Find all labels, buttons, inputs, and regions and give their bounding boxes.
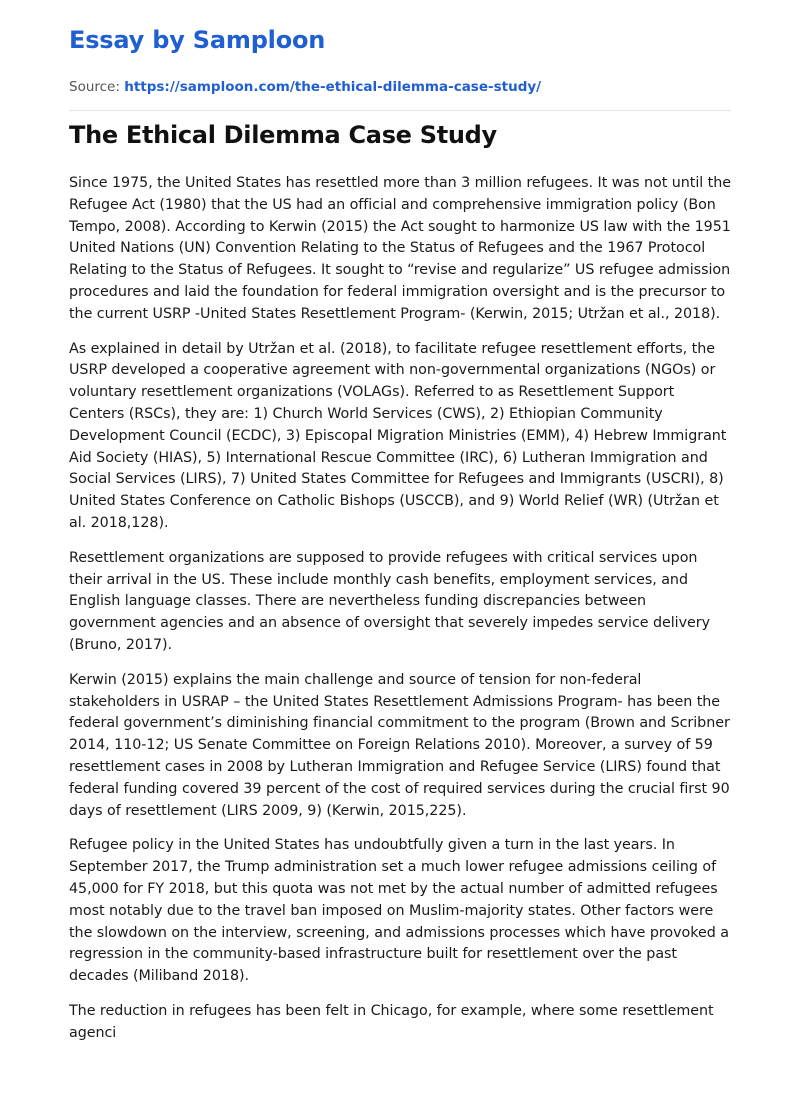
site-brand: Essay by Samploon xyxy=(69,26,326,54)
paragraph: Refugee policy in the United States has undoubtfully given a turn in the last years. In September 2017, the Trump administration set a much lower refugee admissions ceiling of 45,000 for FY 2018, but this quota was not met by the actual number of admitted refugees most notably due to the travel ban imposed on Muslim-majority states. Other factors were the slowdown on the interview, screening, and admissions processes which have provoked a regression in the community-based infrastructure built for resettlement over the past decades (Miliband 2018). xyxy=(69,837,729,985)
paragraph: The reduction in refugees has been felt in Chicago, for example, where some resettlement agenci xyxy=(69,1002,714,1041)
paragraph: As explained in detail by Utržan et al. (2018), to facilitate refugee resettlement efforts, the USRP developed a cooperative agreement with non-governmental organizations (NGOs) or voluntary resettlement organizations (VOLAGs). Referred to as Resettlement Support Centers (RSCs), they are: 1) Church World Services (CWS), 2) Ethiopian Community Development Council (ECDC), 3) Episcopal Migration Ministries (EMM), 4) Hebrew Immigrant Aid Society (HIAS), 5) International Rescue Committee (IRC), 6) Lutheran Immigration and Social Services (LIRS), 7) United States Committee for Refugees and Immigrants (USCRI), 8) United States Conference on Catholic Bishops (USCCB), and 9) World Relief (WR) (Utržan et al. 2018,128). xyxy=(69,340,727,531)
source-label: Source: xyxy=(69,79,120,95)
paragraph: Kerwin (2015) explains the main challenge and source of tension for non-federal stakeholders in USRAP – the United States Resettlement Admissions Program- has been the federal government’s diminishing financial commitment to the program (Brown and Scribner 2014, 110-12; US Senate Committee on Foreign Relations 2010). Moreover, a survey of 59 resettlement cases in 2008 by Lutheran Immigration and Refugee Service (LIRS) found that federal funding covered 39 percent of the cost of required services during the crucial first 90 days of resettlement (LIRS 2009, 9) (Kerwin, 2015,225). xyxy=(69,671,730,819)
header-divider xyxy=(69,110,731,111)
article-body xyxy=(69,173,731,1057)
paragraph: Since 1975, the United States has resettled more than 3 million refugees. It was not until the Refugee Act (1980) that the US had an official and comprehensive immigration policy (Bon Tempo, 2008). According to Kerwin (2015) the Act sought to harmonize US law with the 1951 United Nations (UN) Convention Relating to the Status of Refugees and the 1967 Protocol Relating to the Status of Refugees. It sought to “revise and regularize” US refugee admission procedures and laid the foundation for federal immigration oversight and is the precursor to the current USRP -United States Resettlement Program- (Kerwin, 2015; Utržan et al., 2018). xyxy=(69,175,731,322)
article-title: The Ethical Dilemma Case Study xyxy=(69,121,497,149)
source-line xyxy=(69,79,541,95)
paragraph: Resettlement organizations are supposed to provide refugees with critical services upon their arrival in the US. These include monthly cash benefits, employment services, and English language classes. There are nevertheless funding discrepancies between government agencies and an absence of oversight that severely impedes service delivery (Bruno, 2017). xyxy=(69,549,711,653)
source-link[interactable]: https://samploon.com/the-ethical-dilemma-case-study/ xyxy=(124,79,542,95)
